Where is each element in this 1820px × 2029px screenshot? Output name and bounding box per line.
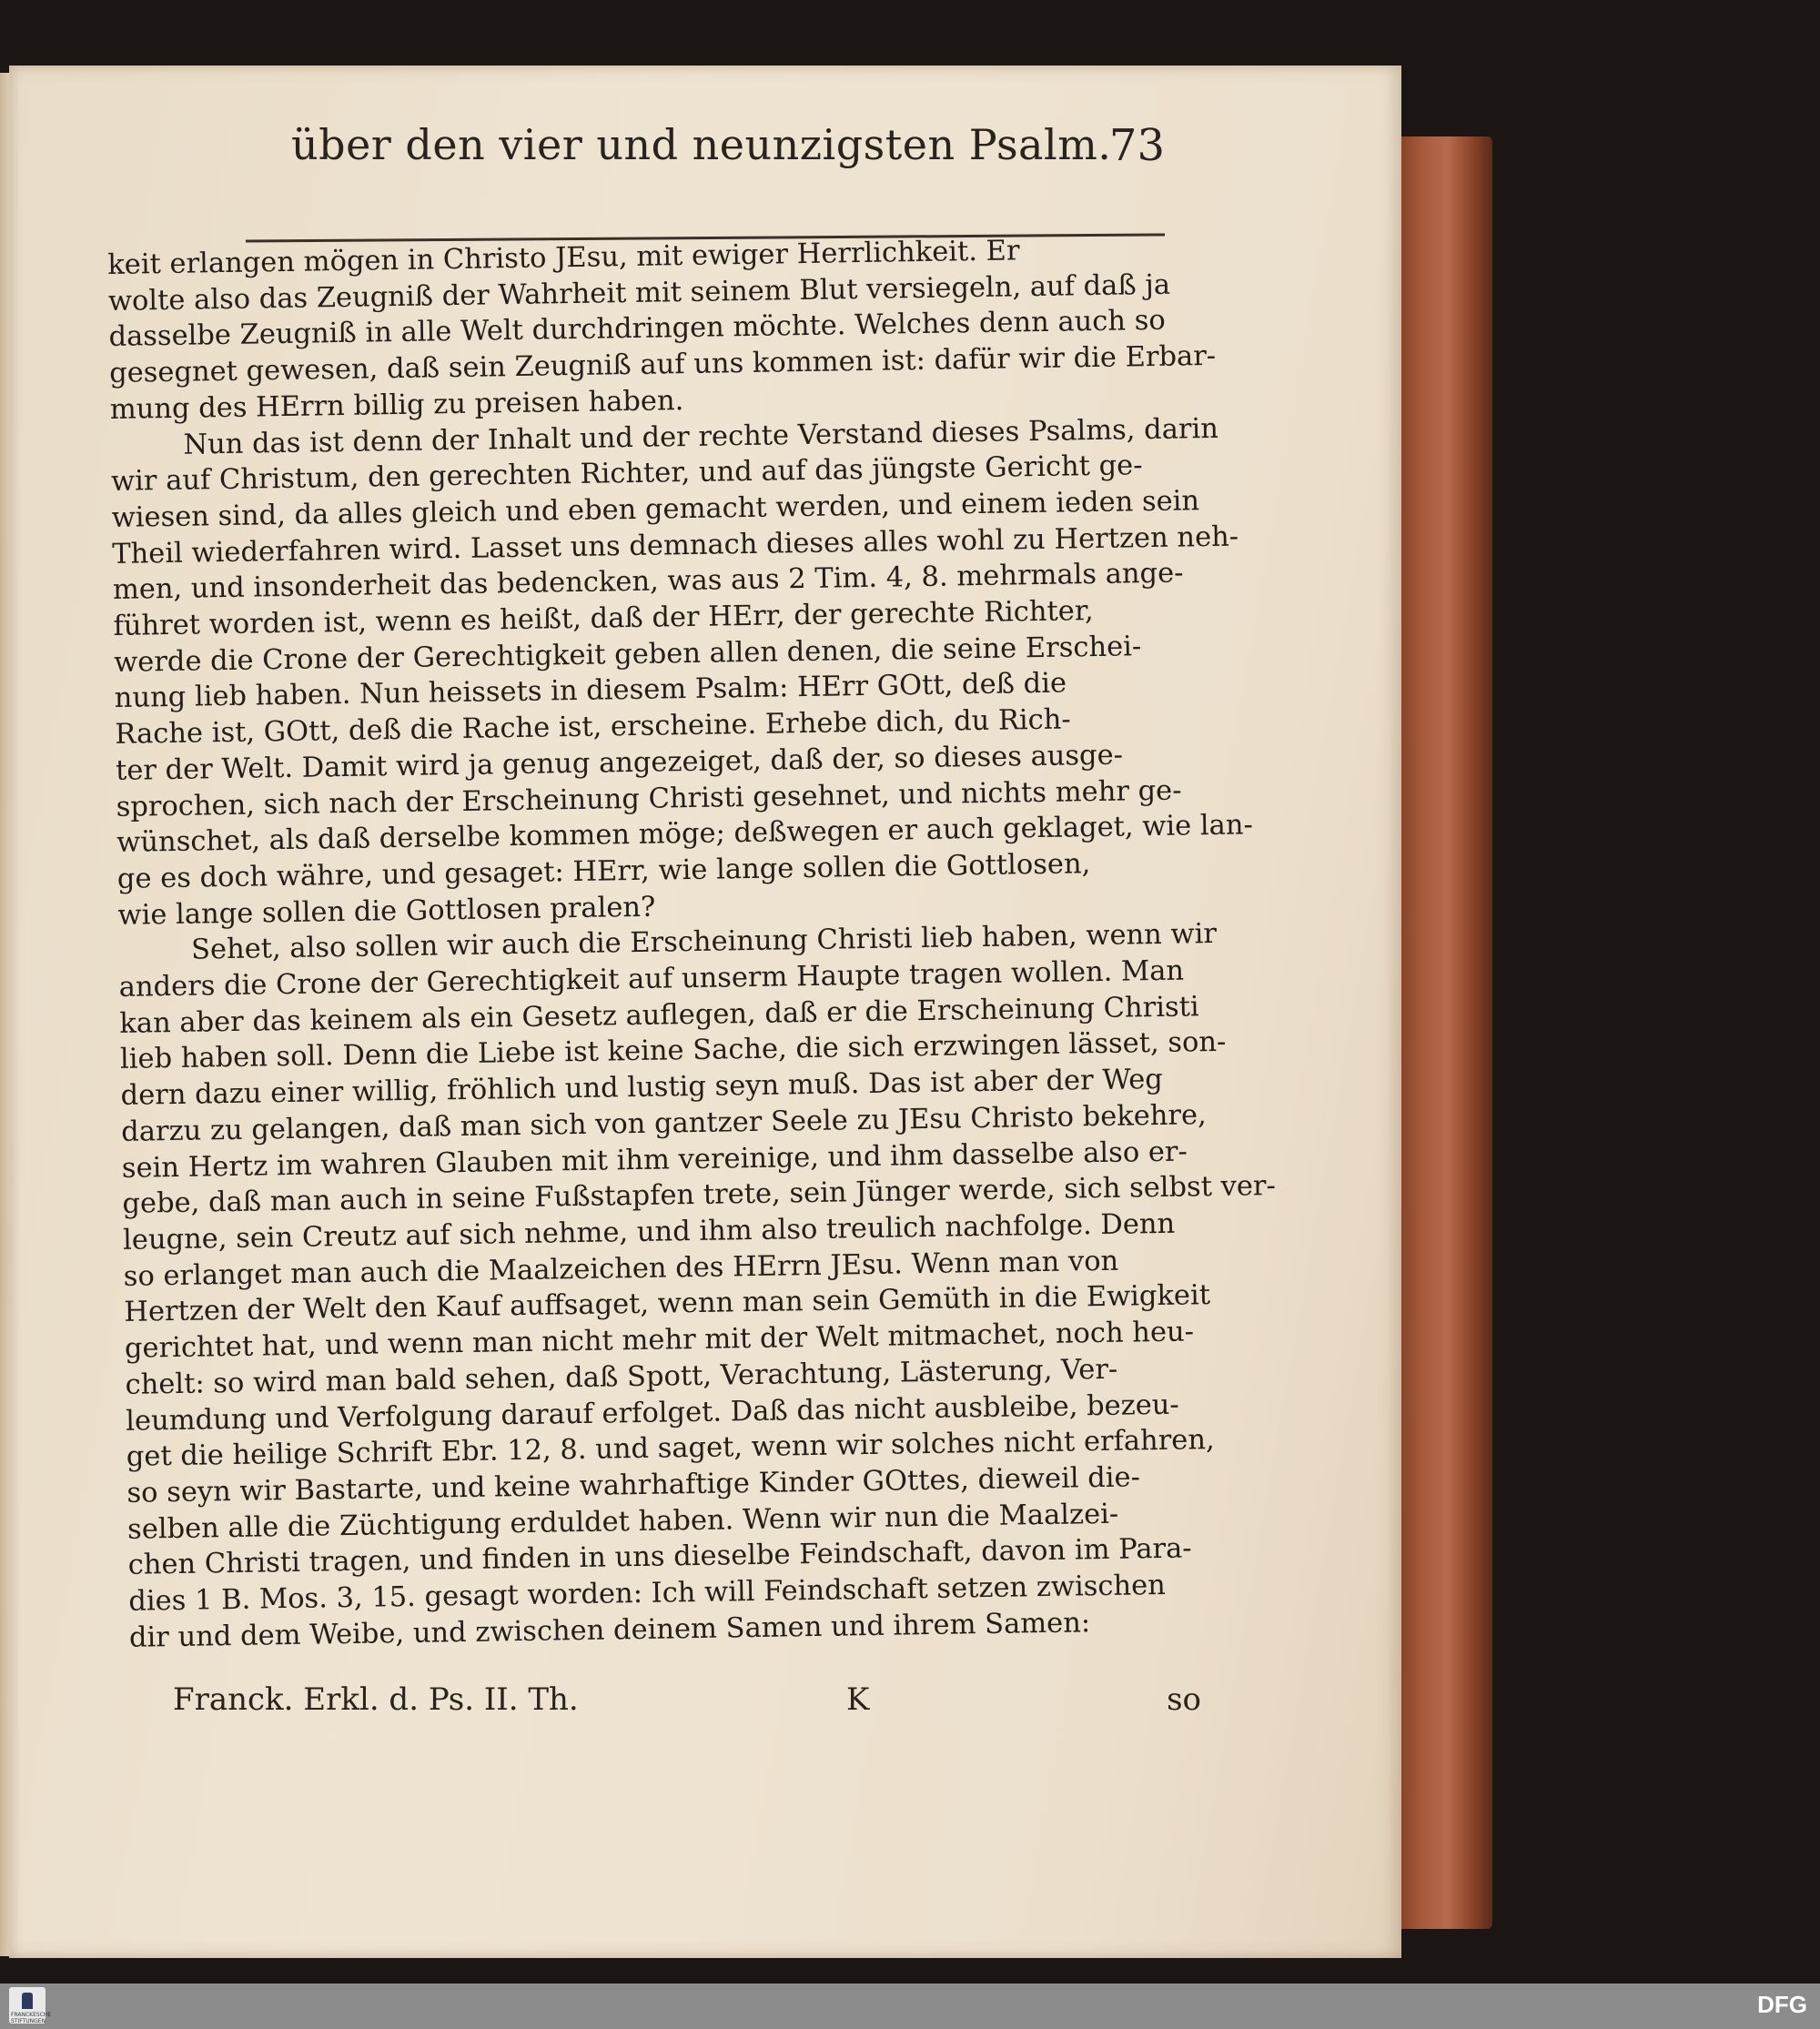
text-line: wünschet, als daß derselbe kommen möge; deßwegen er auch geklaget, wie lan- xyxy=(116,809,1254,860)
text-line: gerichtet hat, und wenn man nicht mehr mit der Welt mitmachet, noch heu- xyxy=(124,1316,1195,1365)
text-line: men, und insonderheit das bedencken, was aus 2 Tim. 4, 8. mehrmals ange- xyxy=(112,557,1184,607)
logo-caption: FRANCKESCHE STIFTUNGEN xyxy=(11,2012,52,2024)
page-number: 73 xyxy=(1108,120,1165,171)
text-line: selben alle die Züchtigung erduldet haben. Wenn wir nun die Maalzei- xyxy=(126,1498,1119,1546)
text-line: sprochen, sich nach der Erscheinung Christi gesehnet, und nichts mehr ge- xyxy=(116,774,1182,823)
text-line: leumdung und Verfolgung darauf erfolget. Daß das nicht ausbleibe, bezeu- xyxy=(125,1388,1179,1438)
building-icon xyxy=(22,1993,33,2009)
text-line: führet worden ist, wenn es heißt, daß der HErr, der gerechte Richter, xyxy=(113,595,1095,642)
text-line: dern dazu einer willig, fröhlich und lustig seyn muß. Das ist aber der Weg xyxy=(120,1064,1164,1113)
dfg-logo[interactable]: DFG xyxy=(1757,1991,1807,2018)
text-line: sein Hertz im wahren Glauben mit ihm vereinige, und ihm dasselbe also er- xyxy=(121,1136,1188,1185)
text-line: Rache ist, GOtt, deß die Rache ist, erscheine. Erhebe dich, du Rich- xyxy=(115,703,1071,752)
text-line: get die heilige Schrift Ebr. 12, 8. und saget, wenn wir solches nicht erfahren, xyxy=(126,1424,1215,1474)
text-line: dir und dem Weibe, und zwischen deinem Samen und ihrem Samen: xyxy=(128,1606,1091,1654)
text-line: dasselbe Zeugniß in alle Welt durchdringen möchte. Welches denn auch so xyxy=(108,305,1166,354)
catchword: so xyxy=(1167,1681,1201,1718)
text-line: gesegnet gewesen, daß sein Zeugniß auf uns kommen ist: dafür wir die Erbar- xyxy=(108,339,1217,390)
text-line: anders die Crone der Gerechtigkeit auf unserm Haupte tragen wollen. Man xyxy=(118,954,1185,1004)
page-header xyxy=(246,120,1165,184)
text-line: dies 1 B. Mos. 3, 15. gesagt worden: Ich will Feindschaft setzen zwischen xyxy=(128,1569,1167,1618)
text-line: gebe, daß man auch in seine Fußstapfen trete, sein Jünger werde, sich selbst ver- xyxy=(122,1170,1277,1221)
text-line: kan aber das keinem als ein Gesetz auflegen, daß er die Erscheinung Christi xyxy=(119,991,1199,1040)
text-line: so seyn wir Bastarte, und keine wahrhaftige Kinder GOttes, dieweil die- xyxy=(126,1461,1141,1509)
text-line: ter der Welt. Damit wird ja genug angezeiget, daß der, so dieses ausge- xyxy=(115,739,1124,787)
gathering-mark: K xyxy=(846,1681,870,1718)
text-line: chen Christi tragen, und finden in uns dieselbe Feindschaft, davon im Para- xyxy=(127,1532,1192,1582)
body-text xyxy=(107,230,1277,1656)
text-line: wir auf Christum, den gerechten Richter, und auf das jüngste Gericht ge- xyxy=(110,449,1143,499)
text-line: ge es doch währe, und gesaget: HErr, wie lange sollen die Gottlosen, xyxy=(116,848,1091,895)
text-line: chelt: so wird man bald sehen, daß Spott, Verachtung, Lästerung, Ver- xyxy=(125,1353,1118,1401)
text-line: Sehet, also sollen wir auch die Erscheinung Christi lieb haben, wenn wir xyxy=(190,918,1218,967)
signature-line: Franck. Erkl. d. Ps. II. Th. xyxy=(173,1681,579,1718)
page-footer xyxy=(173,1681,1201,1727)
text-line: Hertzen der Welt den Kauf auffsaget, wenn man sein Gemüth in die Ewigkeit xyxy=(124,1279,1211,1329)
text-line: lieb haben soll. Denn die Liebe ist keine Sache, die sich erzwingen lässet, son- xyxy=(119,1026,1227,1076)
running-title: über den vier und neunzigsten Psalm. xyxy=(291,120,1112,169)
text-line: Nun das ist denn der Inhalt und der rechte Verstand dieses Psalms, darin xyxy=(183,412,1219,461)
text-line: wie lange sollen die Gottlosen pralen? xyxy=(117,891,656,932)
text-line: Theil wiederfahren wird. Lasset uns demnach dieses alles wohl zu Hertzen neh- xyxy=(112,520,1239,570)
text-line: wolte also das Zeugniß der Wahrheit mit seinem Blut versiegeln, auf daß ja xyxy=(107,268,1171,318)
text-line: mung des HErrn billig zu preisen haben. xyxy=(109,384,684,426)
viewer-bottom-bar xyxy=(0,1984,1820,2029)
text-line: darzu zu gelangen, daß man sich von gantzer Seele zu JEsu Christo bekehre, xyxy=(120,1099,1207,1148)
text-line: nung lieb haben. Nun heissets in diesem Psalm: HErr GOtt, deß die xyxy=(114,667,1067,715)
text-line: wiesen sind, da alles gleich und eben gemacht werden, und einem ieden sein xyxy=(111,485,1200,534)
text-line: leugne, sein Creutz auf sich nehme, und ihm also treulich nachfolge. Denn xyxy=(122,1207,1176,1257)
text-line: werde die Crone der Gerechtigkeit geben allen denen, die seine Erschei- xyxy=(113,630,1142,679)
franckesche-stiftungen-logo[interactable] xyxy=(9,1987,52,2024)
text-line: keit erlangen mögen in Christo JEsu, mit ewiger Herrlichkeit. Er xyxy=(107,235,1020,281)
book-cover-edge xyxy=(1392,136,1492,1929)
text-line: so erlanget man auch die Maalzeichen des HErrn JEsu. Wenn man von xyxy=(123,1245,1119,1293)
